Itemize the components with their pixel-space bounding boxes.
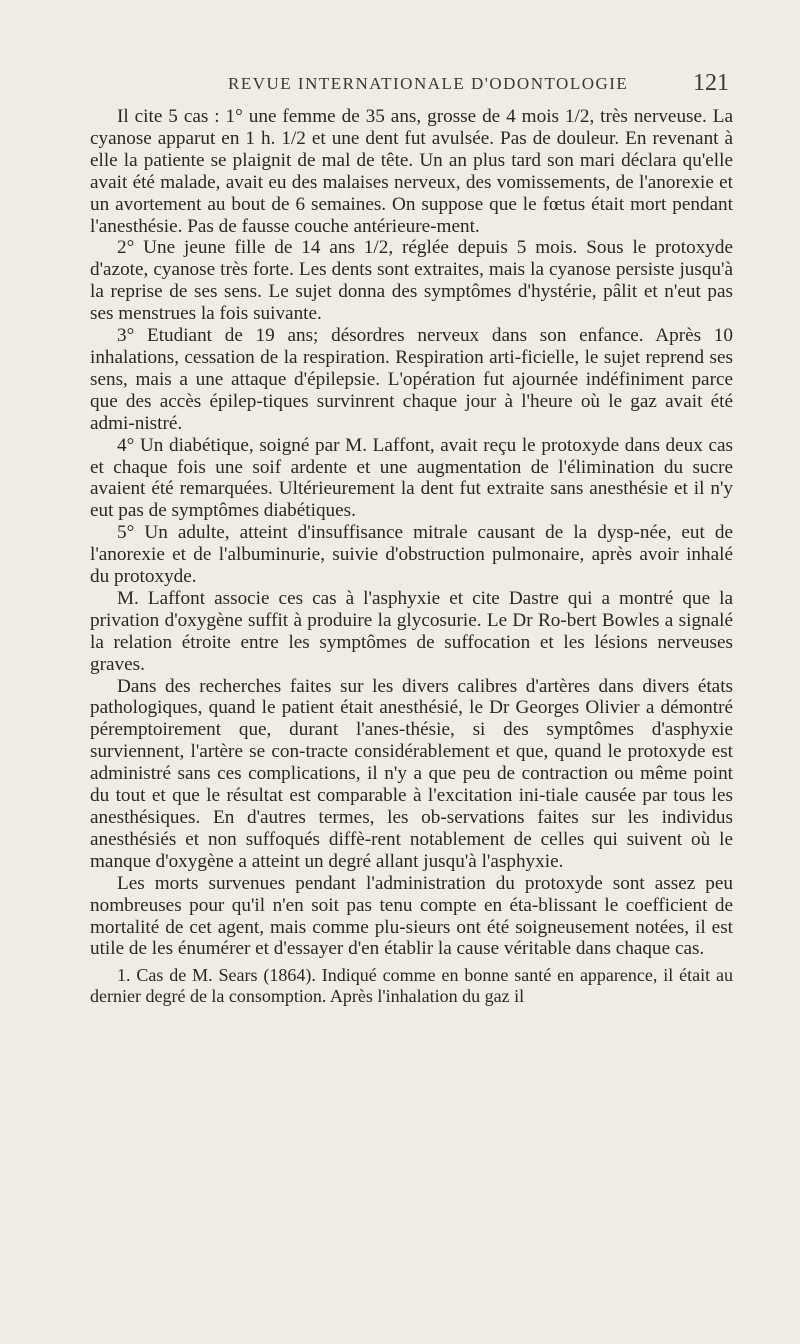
paragraph-laffont: M. Laffont associe ces cas à l'asphyxie et cite Dastre qui a montré que la privation d'oxygène suffit à produire la glycosurie. Le Dr Ro-bert Bowles a signalé la relation étroite entre les symptômes de suffocation et les lésions nerveuses graves. xyxy=(90,587,733,675)
running-title: REVUE INTERNATIONALE D'ODONTOLOGIE xyxy=(228,74,629,93)
paragraph-recherches: Dans des recherches faites sur les divers calibres d'artères dans divers états pathologiques, quand le patient était anesthésié, le Dr Georges Olivier a démontré péremptoirement que, durant l'anes-thésie, si des symptômes d'asphyxie surviennent, l'artère se con-tracte considérablement et que, quand le protoxyde est administré sans ces complications, il n'y a que peu de contraction ou même point du tout et que le résultat est comparable à l'excitation ini-tiale causée par tous les anesthésiques. En d'autres termes, les ob-servations faites sur les individus anesthésiés et non suffoqués diffè-rent notablement de celles qui suivent où le manque d'oxygène a atteint un degré allant jusqu'à l'asphyxie. xyxy=(90,675,733,872)
body-text xyxy=(90,106,733,960)
page-number: 121 xyxy=(693,70,729,96)
paragraph-case-1: Il cite 5 cas : 1° une femme de 35 ans, grosse de 4 mois 1/2, très nerveuse. La cyanose apparut en 1 h. 1/2 et une dent fut avulsée. Pas de douleur. En revenant à elle la patiente se plaignit de mal de tête. Un an plus tard son mari déclara qu'elle avait été malade, avait eu des malaises nerveux, des vomissements, de l'anorexie et un avortement au bout de 6 semaines. On suppose que le fœtus était mort pendant l'anesthésie. Pas de fausse couche antérieure-ment. xyxy=(90,106,733,237)
paragraph-morts: Les morts survenues pendant l'administration du protoxyde sont assez peu nombreuses pour qu'il n'en soit pas tenu compte en éta-blissant le coefficient de mortalité de cet agent, mais comme plu-sieurs ont été soigneusement notées, il est utile de les énumérer et d'essayer d'en établir la cause véritable dans chaque cas. xyxy=(90,872,733,960)
running-head xyxy=(90,66,733,106)
paragraph-case-4: 4° Un diabétique, soigné par M. Laffont, avait reçu le protoxyde dans deux cas et chaque fois une soif ardente et une augmentation de l'élimination du sucre avaient été remarquées. Ultérieurement la dent fut extraite sans anesthésie et il n'y eut pas de symptômes diabétiques. xyxy=(90,434,733,522)
paragraph-case-5: 5° Un adulte, atteint d'insuffisance mitrale causant de la dysp-née, eut de l'anorexie et de l'albuminurie, suivie d'obstruction pulmonaire, après avoir inhalé du protoxyde. xyxy=(90,522,733,588)
paragraph-case-3: 3° Etudiant de 19 ans; désordres nerveux dans son enfance. Après 10 inhalations, cessation de la respiration. Respiration arti-ficielle, le sujet reprend ses sens, mais a une attaque d'épilepsie. L'opération fut ajournée indéfiniment parce que des accès épilep-tiques survinrent chaque jour à l'heure où le gaz avait été admi-nistré. xyxy=(90,325,733,434)
footnote-case-sears: 1. Cas de M. Sears (1864). Indiqué comme en bonne santé en apparence, il était au dernier degré de la consomption. Après l'inhalation du gaz il xyxy=(90,965,733,1007)
document-page xyxy=(90,66,733,1007)
paragraph-case-2: 2° Une jeune fille de 14 ans 1/2, réglée depuis 5 mois. Sous le protoxyde d'azote, cyanose très forte. Les dents sont extraites, mais la cyanose persiste jusqu'à la reprise de ses sens. Le sujet donna des symptômes d'hystérie, pâlit et n'eut pas ses menstrues la fois suivante. xyxy=(90,237,733,325)
